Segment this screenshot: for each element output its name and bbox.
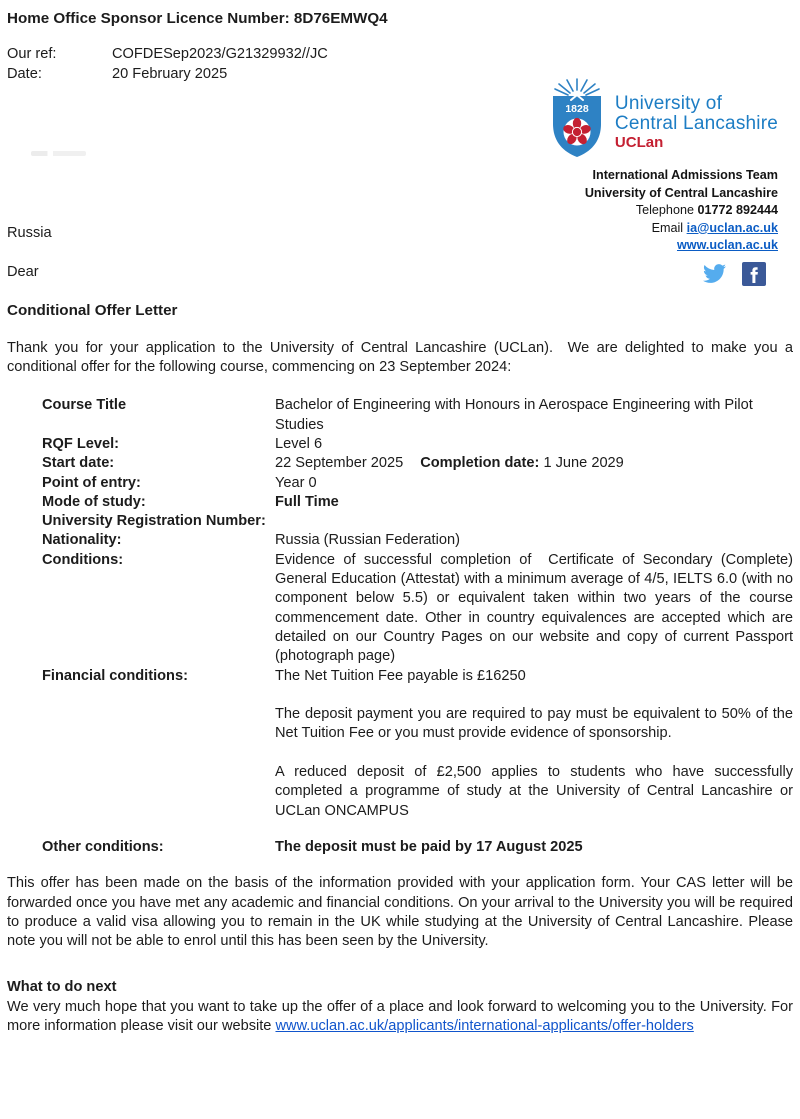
social-icons — [508, 262, 778, 286]
uclan-shield-icon — [546, 78, 608, 158]
financial-conditions-label: Financial conditions: — [42, 667, 188, 684]
start-date: 22 September 2025 — [275, 455, 404, 472]
course-title-row — [7, 396, 793, 435]
registration-number-value — [275, 512, 793, 531]
rqf-label: RQF Level: — [42, 435, 120, 452]
logo-name-line2: Central Lancashire — [614, 113, 778, 134]
start-date-value — [275, 454, 793, 473]
offer-holders-link[interactable]: www.uclan.ac.uk/applicants/international-applicants/offer-holders — [275, 1017, 694, 1034]
financial-conditions-row — [7, 667, 793, 821]
date-label: Date: — [7, 65, 42, 82]
mode-of-study-row — [7, 493, 793, 512]
point-of-entry-row — [7, 474, 793, 493]
twitter-icon[interactable] — [701, 262, 728, 285]
conditions-label: Conditions: — [42, 551, 124, 568]
sponsor-licence-line: Home Office Sponsor Licence Number: 8D76EMWQ4 — [7, 10, 388, 27]
financial-paragraph-3: A reduced deposit of £2,500 applies to students who have successfully completed a programme of study at the University of Central Lancashire or UCLan ONCAMPUS — [275, 764, 793, 819]
logo-name-line1: University of — [614, 93, 723, 114]
completion-date-label: Completion date: — [420, 455, 540, 472]
uclan-logo-text — [615, 94, 778, 151]
conditions-value: Evidence of successful completion of Certificate of Secondary (Complete) General Education (Attestat) with a minimum average of 4/5, IELTS 6.0 (with no component below 5.5) or equivalent taken within two years of the course commencement date. Other in country equivalences are accepted which are detailed on our Country Pages on our website and copy of current Passport (photograph page) — [275, 551, 793, 665]
what-to-do-next-paragraph — [7, 998, 793, 1037]
email-link[interactable]: ia@uclan.ac.uk — [686, 220, 778, 235]
rqf-value: Level 6 — [275, 435, 323, 452]
financial-conditions-value — [275, 667, 793, 821]
registration-number-label: University Registration Number: — [42, 513, 266, 530]
letter-heading: Conditional Offer Letter — [7, 302, 178, 320]
our-ref-row — [7, 45, 793, 64]
start-date-row — [7, 454, 793, 473]
conditions-row — [7, 551, 793, 667]
contact-team: International Admissions Team — [592, 168, 778, 182]
uclan-logo — [508, 78, 778, 158]
nationality-label: Nationality: — [42, 532, 122, 549]
facebook-icon[interactable] — [742, 262, 766, 286]
website-link[interactable]: www.uclan.ac.uk — [676, 238, 778, 253]
rqf-row — [7, 435, 793, 454]
financial-paragraph-2: The deposit payment you are required to pay must be equivalent to 50% of the Net Tuition Fee or you must provide evidence of sponsorship. — [275, 706, 793, 742]
other-conditions-row — [7, 838, 793, 857]
nationality-row — [7, 531, 793, 550]
offer-basis-paragraph: This offer has been made on the basis of the information provided with your application form. Your CAS letter will be forwarded once you have met any academic and financial conditions. On your arrival to the University you will be required to produce a valid visa allowing you to remain in the UK while studying at the University of Central Lancashire. Please note you will not be able to enrol until this has been seen by the University. — [7, 875, 793, 950]
date-value: 20 February 2025 — [112, 65, 228, 82]
letterhead-right — [508, 78, 778, 286]
mode-of-study-label: Mode of study: — [42, 493, 146, 510]
point-of-entry-label: Point of entry: — [42, 474, 141, 491]
phone-label: Telephone — [635, 203, 694, 218]
course-title-value: Bachelor of Engineering with Honours in Aerospace Engineering with Pilot Studies — [275, 397, 753, 433]
redacted-address — [31, 151, 86, 156]
course-details — [7, 396, 793, 857]
course-title-label: Course Title — [42, 397, 127, 414]
contact-website-line — [508, 237, 778, 255]
what-to-do-next-heading: What to do next — [7, 979, 117, 996]
registration-number-row — [7, 512, 793, 531]
svg-text:1828: 1828 — [565, 103, 589, 115]
point-of-entry-value: Year 0 — [275, 474, 317, 491]
email-label: Email — [651, 220, 684, 235]
our-ref-value: COFDESep2023/G21329932//JC — [112, 46, 328, 63]
other-conditions-label: Other conditions: — [42, 838, 164, 855]
our-ref-label: Our ref: — [7, 46, 57, 63]
start-date-label: Start date: — [42, 455, 115, 472]
recipient-country: Russia — [7, 224, 52, 241]
completion-date: 1 June 2029 — [543, 455, 624, 472]
contact-phone-line — [508, 202, 778, 220]
nationality-value: Russia (Russian Federation) — [275, 532, 460, 549]
logo-abbr: UCLan — [614, 134, 664, 151]
salutation: Dear — [7, 264, 39, 281]
contact-university: University of Central Lancashire — [584, 185, 778, 200]
other-conditions-value: The deposit must be paid by 17 August 2025 — [275, 838, 583, 855]
contact-email-line — [508, 220, 778, 238]
next-text: We very much hope that you want to take up the offer of a place and look forward to welcoming you to the University. For more information please visit our website — [7, 998, 793, 1034]
intro-paragraph: Thank you for your application to the University of Central Lancashire (UCLan). We are delighted to make you a conditional offer for the following course, commencing on 23 September 2024: — [7, 339, 793, 376]
phone-number: 01772 892444 — [697, 203, 778, 218]
financial-paragraph-1: The Net Tuition Fee payable is £16250 — [275, 667, 526, 684]
contact-block — [508, 167, 778, 255]
mode-of-study-value: Full Time — [275, 493, 339, 510]
